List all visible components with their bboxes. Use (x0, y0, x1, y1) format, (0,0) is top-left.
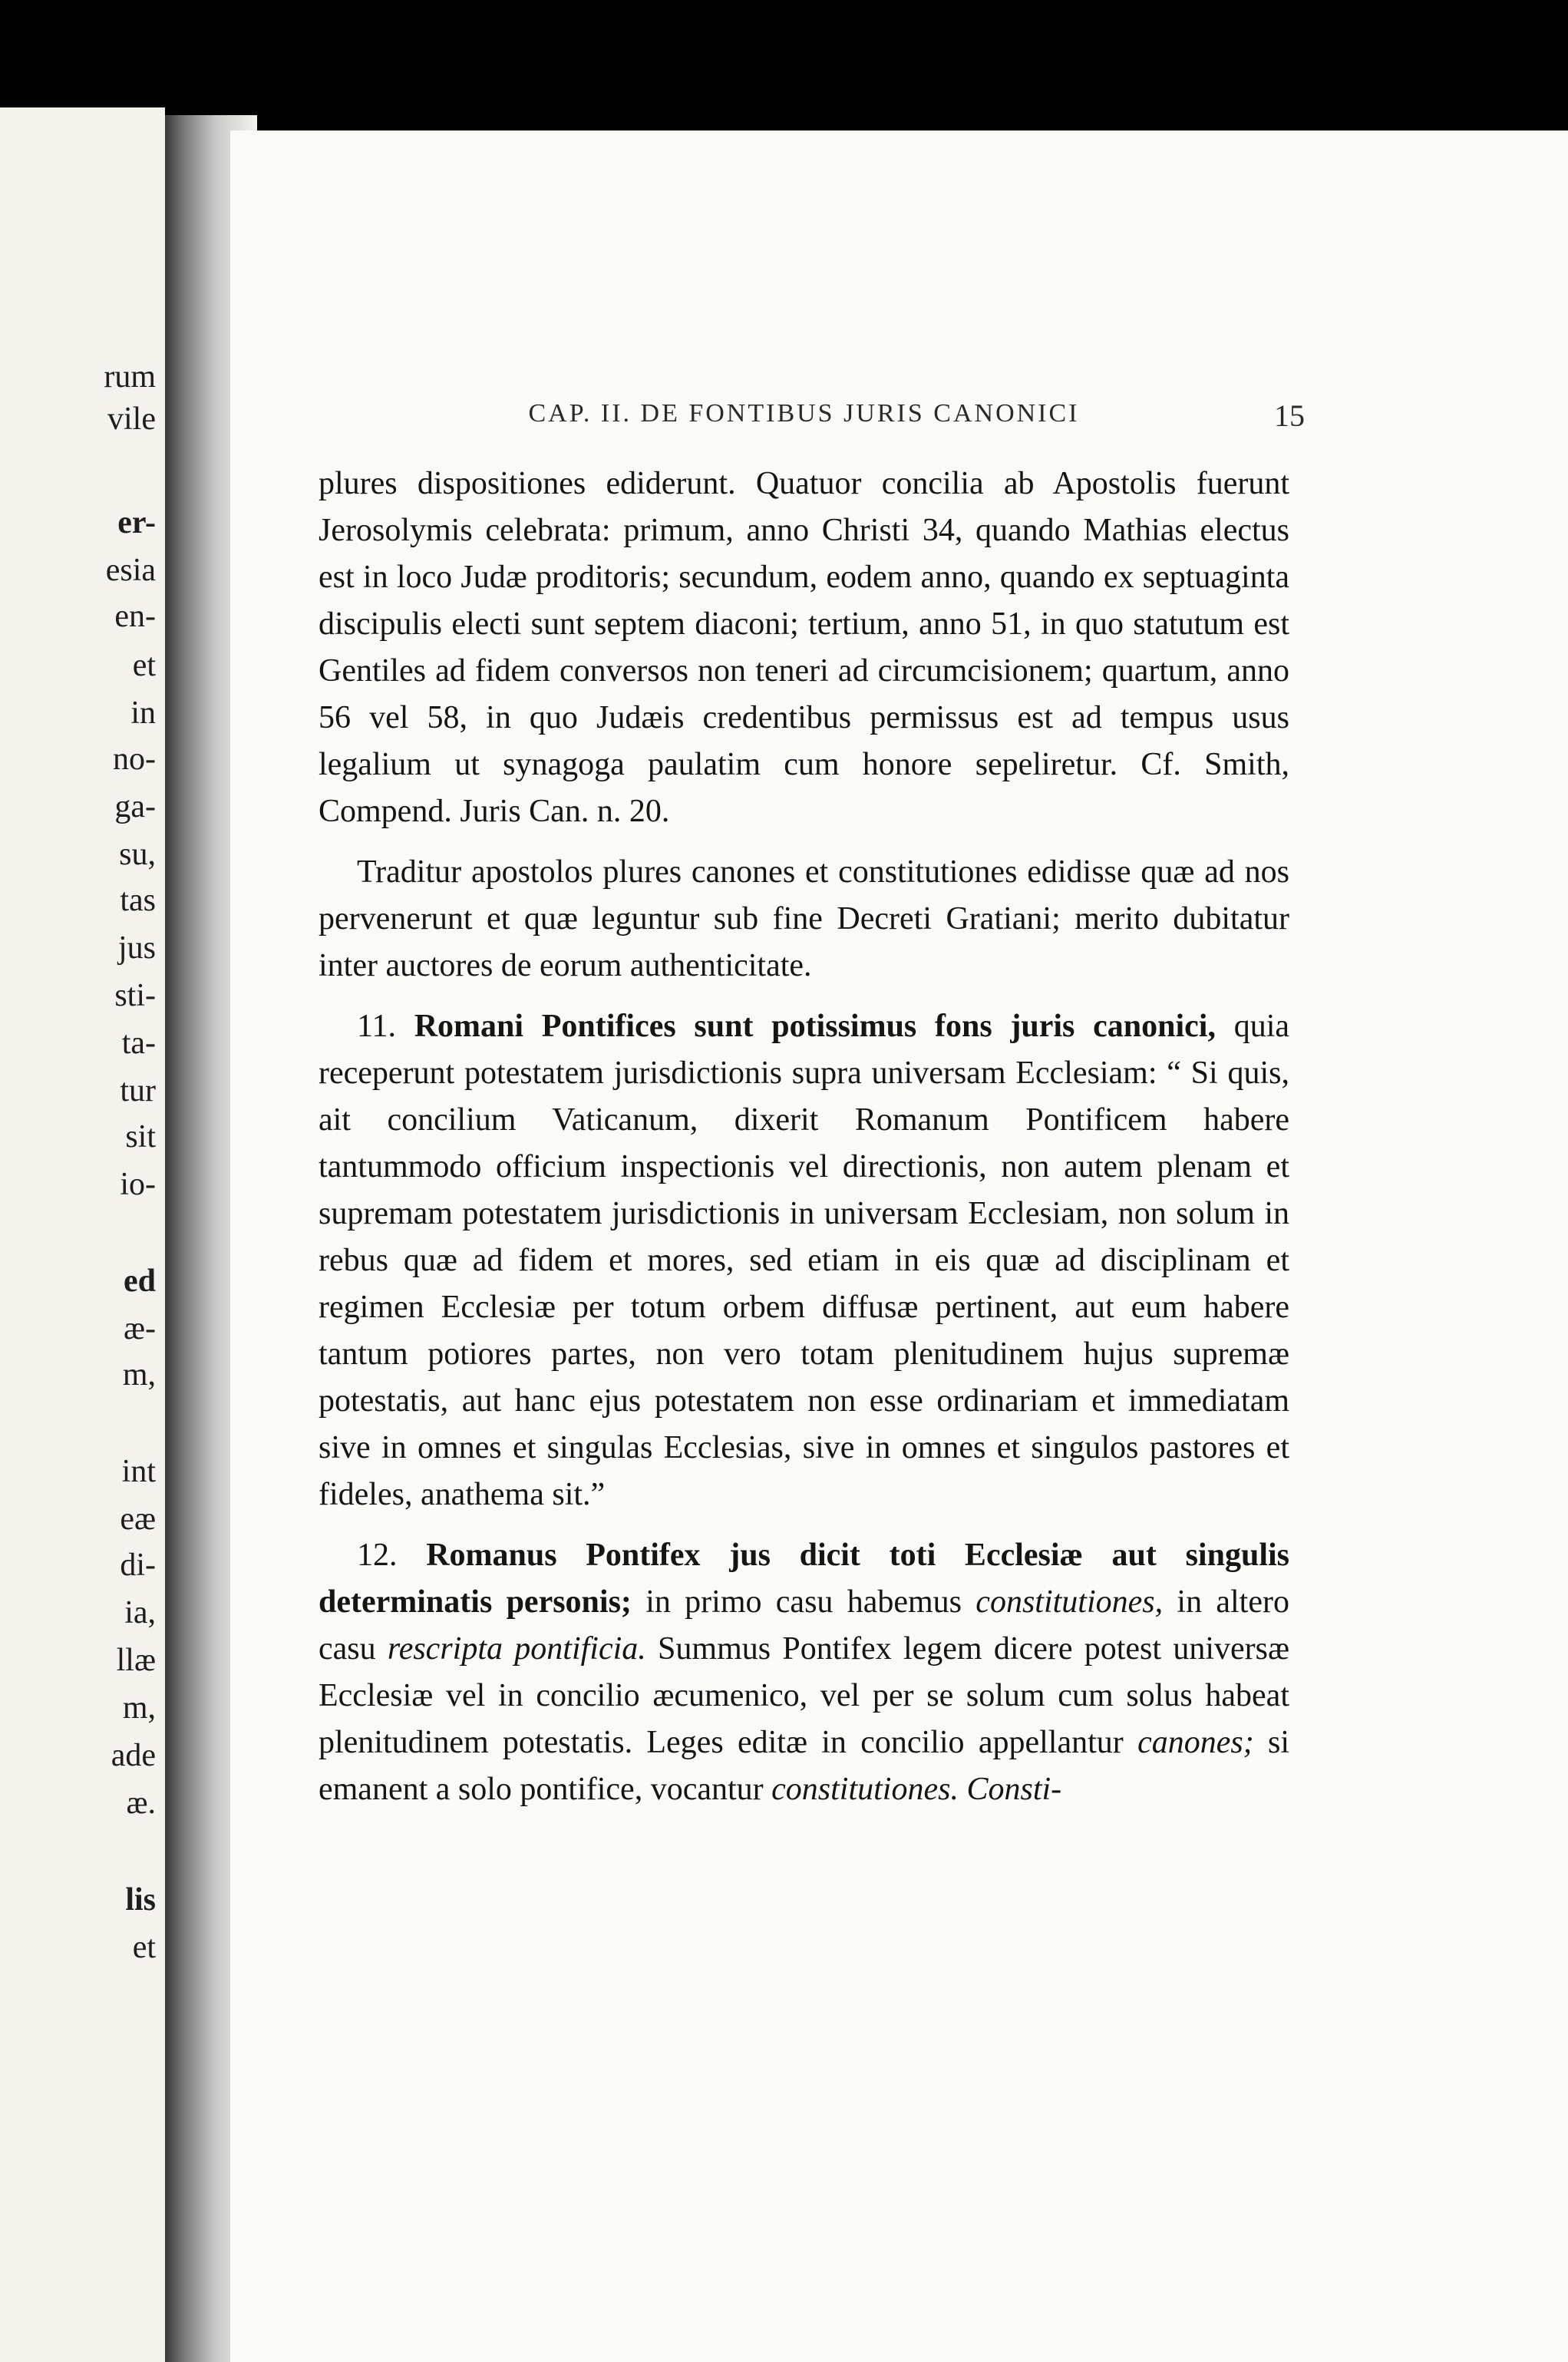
left-page-fragment: ga- (114, 789, 156, 824)
left-page-fragment: tur (120, 1073, 156, 1108)
left-page-fragment: rum (104, 359, 156, 395)
italic-term: Consti- (966, 1772, 1062, 1807)
left-page-fragment: tas (120, 883, 156, 918)
italic-term: canones; (1137, 1725, 1254, 1760)
paragraph-heading: Romani Pontifices sunt potissimus fons juris canonici, (414, 1009, 1216, 1044)
left-page-fragment: æ- (124, 1311, 156, 1346)
left-page-fragment: io- (120, 1167, 156, 1202)
italic-term: constitutiones. (771, 1772, 959, 1807)
page-number: 15 (1274, 398, 1305, 433)
paragraph-text: si emanent a solo pontifice, vocantur (319, 1725, 1290, 1807)
paragraph-11 (319, 1003, 1289, 1518)
left-page-fragment: er- (117, 505, 156, 540)
book-page (230, 130, 1568, 2362)
left-page-fragment: sit (125, 1119, 156, 1155)
paragraph-text: quia receperunt potestatem jurisdictionis supra universam Ecclesiam: “ Si quis, ait concilium Vaticanum, dixerit Romanum Pontificem habere tantummodo officium inspectionis vel directionis, non autem plenam et supremam potestatem jurisdictionis in universam Ecclesiam, non solum in rebus quæ ad fidem et mores, sed etiam in eis quæ ad disciplinam et regimen Ecclesiæ per totum orbem diffusæ pertinent, aut eum habere tantum potiores partes, non vero totam plenitudinem hujus supremæ potestatis, aut hanc ejus potestatem non esse ordinariam et immediatam sive in omnes et singulas Ecclesias, sive in omnes et singulos pastores et fideles, anathema sit.” (319, 1009, 1290, 1512)
left-page-fragment: æ. (126, 1786, 156, 1821)
left-page-fragment: int (121, 1454, 156, 1489)
left-page-fragment: ade (111, 1738, 156, 1773)
paragraph-12 (319, 1532, 1289, 1813)
paragraph-continuation: plures dispositiones ediderunt. Quatuor concilia ab Apostolis fuerunt Jerosolymis celebrata: primum, anno Christi 34, quando Mathias electus est in loco Judæ proditoris; secundum, eodem anno, quando ex septuaginta discipulis electi sunt septem diaconi; tertium, anno 51, in quo statutum est Gentiles ad fidem conversos non teneri ad circumcisionem; quartum, anno 56 vel 58, in quo Judæis credentibus permissus est ad tempus usus legalium ut synagoga paulatim cum honore sepeliretur. Cf. Smith, Compend. Juris Can. n. 20. (319, 466, 1289, 829)
left-page-fragment: ed (124, 1264, 156, 1299)
left-page-fragment: esia (105, 553, 156, 588)
paragraph-text (959, 1772, 967, 1807)
paragraph-text: Summus Pontifex legem dicere potest universæ Ecclesiæ vel in concilio æcumenico, vel per se solum cum solus habeat plenitudinem potestatis. Leges editæ in concilio appellantur (319, 1631, 1289, 1760)
left-page-fragment: vile (107, 401, 156, 437)
left-page-fragment: sti- (114, 978, 156, 1013)
left-page-fragment: no- (113, 742, 156, 777)
left-page-fragment: di- (120, 1548, 156, 1583)
left-page-fragment: et (132, 648, 156, 683)
left-page-fragment: m, (122, 1690, 156, 1726)
left-page-fragment: jus (117, 930, 156, 966)
paragraph-heading: Romanus Pontifex jus dicit toti Ecclesiæ aut singulis determinatis personis; (319, 1538, 1289, 1620)
text-body (319, 461, 1289, 1813)
left-page-fragment: in (130, 695, 156, 731)
paragraph-apostolic-canons: Traditur apostolos plures canones et constitutiones edidisse quæ ad nos pervenerunt et quæ leguntur sub fine Decreti Gratiani; merito dubitatur inter auctores de eorum authenticitate. (319, 854, 1289, 983)
italic-term: constitutiones, (975, 1584, 1164, 1620)
paragraph-text: in altero casu (319, 1584, 1289, 1667)
italic-term: rescripta pontificia. (387, 1631, 646, 1667)
left-page-fragment: ta- (121, 1026, 156, 1061)
left-page-fragment: et (132, 1930, 156, 1965)
left-page-fragment: eæ (120, 1501, 156, 1537)
left-page-fragment: en- (114, 599, 156, 634)
left-page-fragment: m, (122, 1357, 156, 1392)
previous-page-edge (0, 107, 165, 2362)
left-page-fragment: su, (119, 837, 156, 872)
left-page-fragment: llæ (116, 1643, 156, 1678)
left-page-fragment: ia, (124, 1595, 156, 1630)
left-page-fragment: lis (125, 1882, 156, 1918)
paragraph-text: in primo casu habemus (631, 1584, 976, 1620)
paragraph-number: 12. (357, 1538, 398, 1573)
running-head: CAP. II. DE FONTIBUS JURIS CANONICI (528, 399, 1080, 428)
paragraph-number: 11. (357, 1009, 396, 1044)
